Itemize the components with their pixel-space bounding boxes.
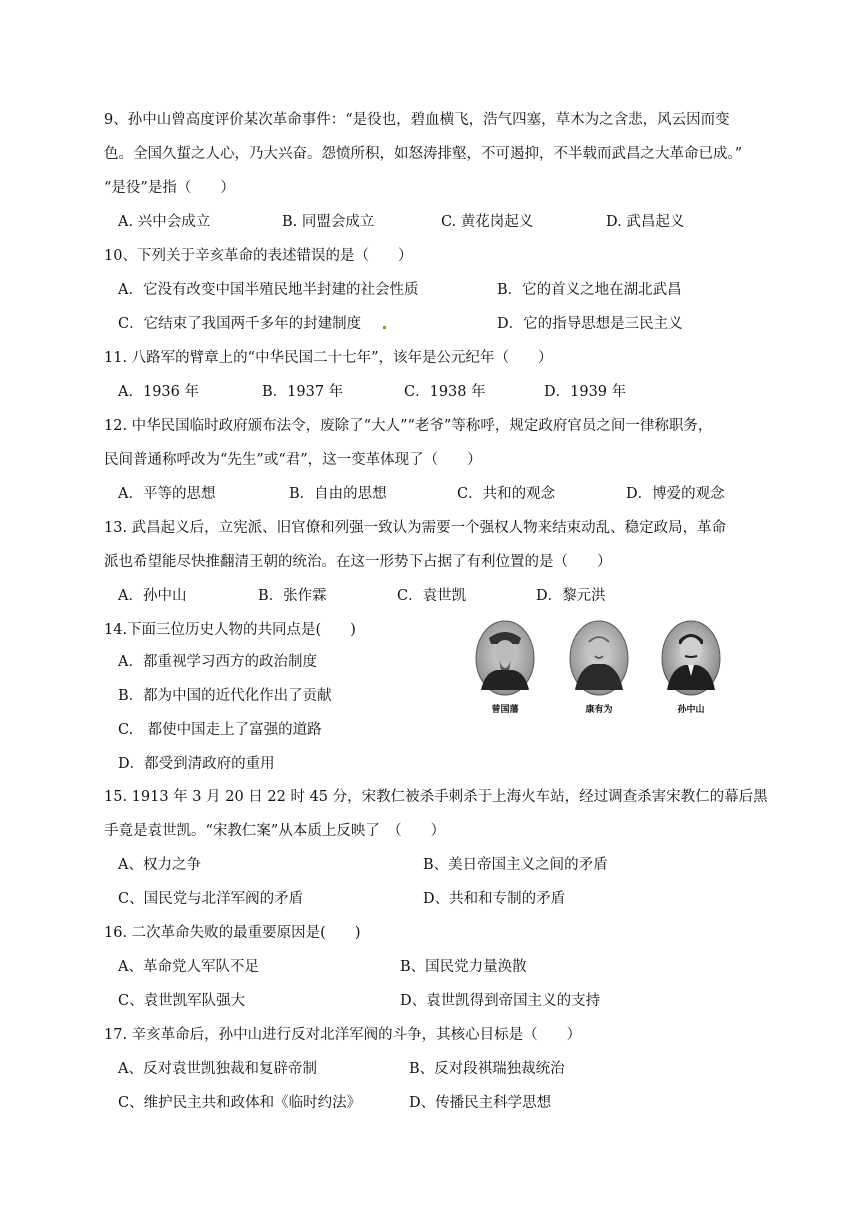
q15-stem-line1: 15. 1913 年 3 月 20 日 22 时 45 分，宋教仁被杀手刺杀于上海火车站，经过调查杀害宋教仁的幕后黑 <box>104 789 768 805</box>
q13-stem-line1: 13. 武昌起义后，立宪派、旧官僚和列强一致认为需要一个强权人物来结束动乱、稳定政局，革命 <box>104 520 727 536</box>
q11-option-b: B．1937 年 <box>262 384 344 400</box>
q12-option-c: C．共和的观念 <box>457 486 556 502</box>
q12-option-d: D．博爱的观念 <box>626 486 725 502</box>
portrait-kang-youwei-image <box>569 620 629 696</box>
q15-option-b: B、美日帝国主义之间的矛盾 <box>423 857 608 873</box>
q9-option-c: C. 黄花岗起义 <box>441 214 534 230</box>
q13-option-b: B．张作霖 <box>258 588 327 604</box>
q15-stem-line2: 手竟是袁世凯。“宋教仁案”从本质上反映了 （ ） <box>104 823 446 839</box>
q14-option-c: C. 都使中国走上了富强的道路 <box>118 722 322 738</box>
q14-stem: 14.下面三位历史人物的共同点是( ) <box>104 622 356 638</box>
q15-option-a: A、权力之争 <box>118 857 201 873</box>
q17-stem: 17. 辛亥革命后，孙中山进行反对北洋军阀的斗争，其核心目标是（ ） <box>104 1027 582 1043</box>
q13-option-d: D．黎元洪 <box>536 588 606 604</box>
caption-kang-youwei: 康有为 <box>585 705 613 715</box>
q9-option-a: A. 兴中会成立 <box>118 214 211 230</box>
q11-stem: 11. 八路军的臂章上的“中华民国二十七年”，该年是公元纪年（ ） <box>104 350 553 366</box>
portrait-zeng-guofan-image <box>475 620 535 696</box>
q16-option-b: B、国民党力量涣散 <box>400 959 527 975</box>
q10-option-d: D．它的指导思想是三民主义 <box>497 316 683 332</box>
q11-option-a: A．1936 年 <box>118 384 199 400</box>
q12-option-a: A．平等的思想 <box>118 486 216 502</box>
q17-option-c: C、维护民主共和政体和《临时约法》 <box>118 1095 362 1111</box>
portrait-sun-yat-sen-image <box>661 620 721 696</box>
q10-option-c: C．它结束了我国两千多年的封建制度 <box>118 316 362 332</box>
caption-zeng-guofan: 曾国藩 <box>491 705 519 715</box>
q14-option-d: D．都受到清政府的重用 <box>118 756 275 772</box>
q15-option-c: C、国民党与北洋军阀的矛盾 <box>118 891 304 907</box>
q14-option-a: A．都重视学习西方的政治制度 <box>118 654 317 670</box>
q15-option-d: D、共和和专制的矛盾 <box>423 891 566 907</box>
q9-stem-line2: 色。全国久蜇之人心，乃大兴奋。怨愤所积，如怒涛排壑，不可遏抑，不半载而武昌之大革命已成。” <box>104 146 743 162</box>
caption-sun-yat-sen: 孙中山 <box>677 705 705 715</box>
q17-option-d: D、传播民主科学思想 <box>409 1095 552 1111</box>
q13-stem-line2: 派也希望能尽快推翻清王朝的统治。在这一形势下占据了有利位置的是（ ） <box>104 554 612 570</box>
portrait-sun-yat-sen <box>656 620 726 715</box>
q9-stem-line3: “是役”是指（ ） <box>104 180 235 196</box>
q16-option-a: A、革命党人军队不足 <box>118 959 259 975</box>
q10-option-b: B．它的首义之地在湖北武昌 <box>497 282 682 298</box>
q9-stem-line1: 9、孙中山曾高度评价某次革命事件：“是役也，碧血横飞，浩气四塞，草木为之含悲，风云因而变 <box>104 112 730 128</box>
q11-option-c: C．1938 年 <box>404 384 486 400</box>
q14-option-b: B．都为中国的近代化作出了贡献 <box>118 688 332 704</box>
q17-option-b: B、反对段祺瑞独裁统治 <box>409 1061 565 1077</box>
q17-option-a: A、反对袁世凯独裁和复辟帝制 <box>118 1061 317 1077</box>
q12-option-b: B．自由的思想 <box>289 486 387 502</box>
q13-option-a: A．孙中山 <box>118 588 187 604</box>
q13-option-c: C．袁世凯 <box>397 588 467 604</box>
q11-option-d: D．1939 年 <box>544 384 627 400</box>
q10-stem: 10、下列关于辛亥革命的表述错误的是（ ） <box>104 248 413 264</box>
q16-option-d: D、袁世凯得到帝国主义的支持 <box>400 993 601 1009</box>
q12-stem-line1: 12. 中华民国临时政府颁布法令，废除了“大人”“老爷”等称呼，规定政府官员之间一律称职务， <box>104 418 713 434</box>
portraits-figure <box>470 620 730 720</box>
portrait-kang-youwei <box>564 620 634 715</box>
portrait-zeng-guofan <box>470 620 540 715</box>
q9-option-b: B. 同盟会成立 <box>282 214 375 230</box>
q16-stem: 16. 二次革命失败的最重要原因是( ) <box>104 925 361 941</box>
q12-stem-line2: 民间普通称呼改为“先生”或“君”，这一变革体现了（ ） <box>104 452 482 468</box>
stray-mark <box>383 326 386 329</box>
q16-option-c: C、袁世凯军队强大 <box>118 993 246 1009</box>
q10-option-a: A．它没有改变中国半殖民地半封建的社会性质 <box>118 282 419 298</box>
q9-option-d: D. 武昌起义 <box>606 214 685 230</box>
